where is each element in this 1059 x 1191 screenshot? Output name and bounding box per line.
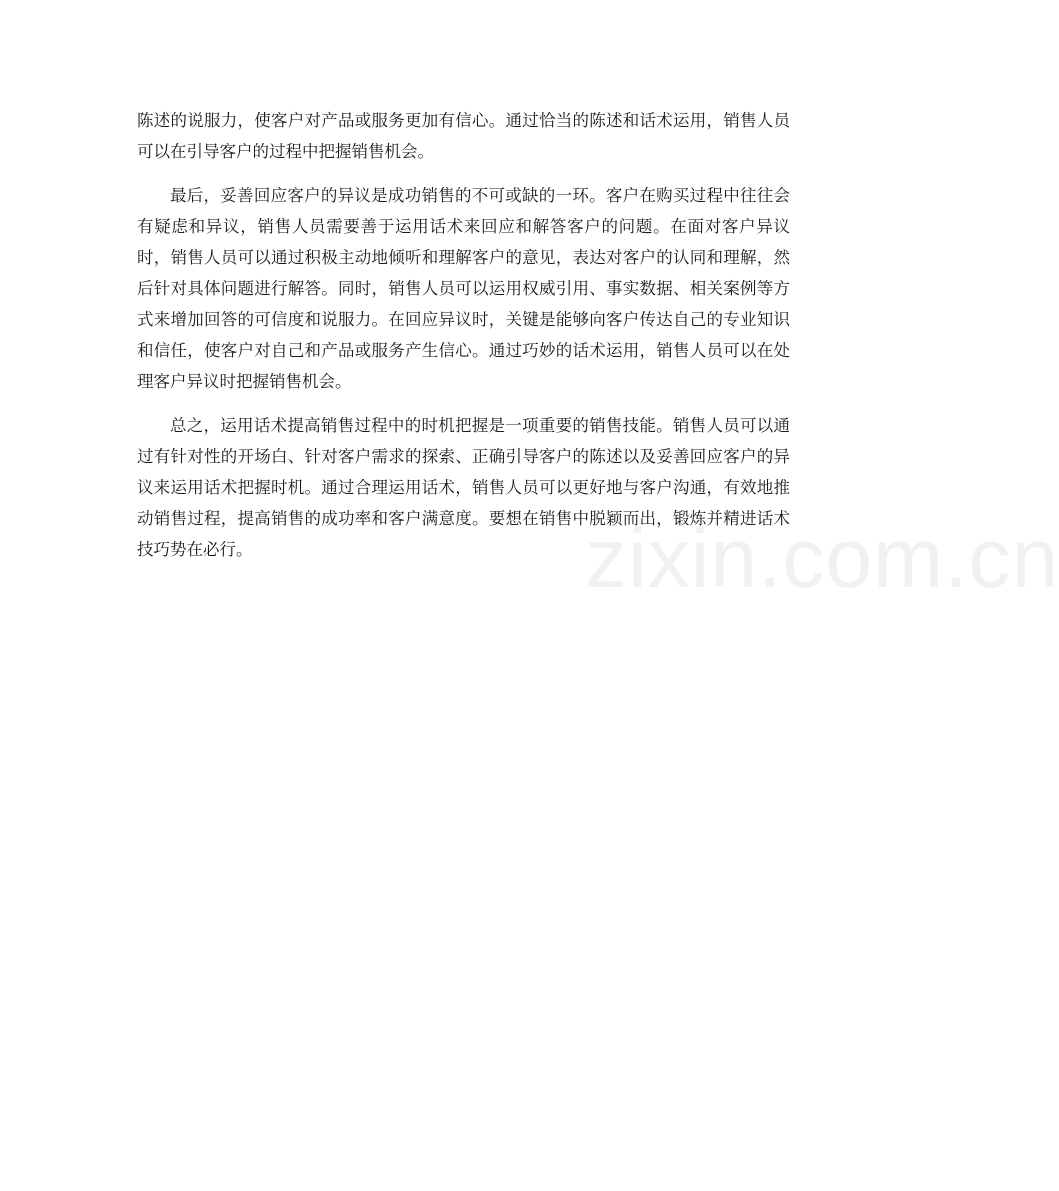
paragraph-1: 陈述的说服力，使客户对产品或服务更加有信心。通过恰当的陈述和话术运用，销售人员可以在引导客户的过程中把握销售机会。	[137, 111, 790, 161]
paragraph-2: 最后，妥善回应客户的异议是成功销售的不可或缺的一环。客户在购买过程中往往会有疑虑和异议，销售人员需要善于运用话术来回应和解答客户的问题。在面对客户异议时，销售人员可以通过积极主动地倾听和理解客户的意见，表达对客户的认同和理解，然后针对具体问题进行解答。同时，销售人员可以运用权威引用、事实数据、相关案例等方式来增加回答的可信度和说服力。在回应异议时，关键是能够向客户传达自己的专业知识和信任，使客户对自己和产品或服务产生信心。通过巧妙的话术运用，销售人员可以在处理客户异议时把握销售机会。	[137, 186, 790, 391]
document-body	[137, 105, 790, 578]
watermark: zixin.com.cn	[585, 511, 1059, 605]
paragraph-3: 总之，运用话术提高销售过程中的时机把握是一项重要的销售技能。销售人员可以通过有针对性的开场白、针对客户需求的探索、正确引导客户的陈述以及妥善回应客户的异议来运用话术把握时机。通过合理运用话术，销售人员可以更好地与客户沟通，有效地推动销售过程，提高销售的成功率和客户满意度。要想在销售中脱颖而出，锻炼并精进话术技巧势在必行。	[137, 416, 790, 559]
